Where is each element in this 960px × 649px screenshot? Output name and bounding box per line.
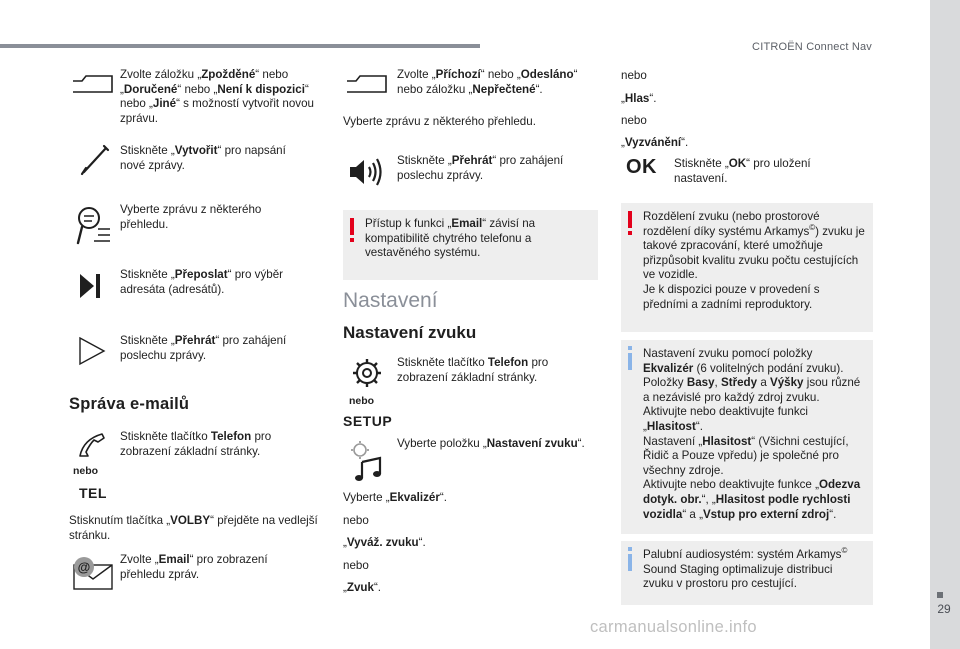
- phone-or-label: nebo: [73, 465, 99, 477]
- col2-para-select-message: Vyberte zprávu z některého přehledu.: [343, 115, 536, 128]
- forward-icon: [76, 270, 104, 302]
- info-note-text: Nastavení zvuku pomocí položky Ekvalizér (6 volitelných podání zvuku). Položky Basy, Středy a Výšky jsou různé a nezávislé pro každý zdroj zvuku. Aktivujte nebo deaktivujte funkci „Hlasitost“. Nastavení „Hlasitost“ (Všichni cestující, Řidič a Pouze vpředu) je společné pro všechny zdroje. Aktivujte nebo deaktivujte funkce „Odezva dotyk. obr.“, „Hlasitost podle rychlosti vozidla“ a „Vstup pro externí zdroj“.: [643, 347, 861, 521]
- col1-para-email: Zvolte „Email“ pro zobrazení přehledu zpráv.: [120, 553, 268, 581]
- setup-button-label: SETUP: [343, 413, 393, 429]
- search-list-icon: [76, 203, 112, 245]
- col1-para-play: Stiskněte „Přehrát“ pro zahájení poslechu zprávy.: [120, 334, 287, 362]
- col2-para-play: Stiskněte „Přehrát“ pro zahájení poslechu zprávy.: [397, 154, 564, 182]
- col2-para-equalizer: Vyberte „Ekvalizér“.: [343, 491, 447, 504]
- col2-para-sound: „Zvuk“.: [343, 581, 382, 594]
- col2-para-select-tab: Zvolte „Příchozí“ nebo „Odesláno“ nebo záložku „Nepřečtené“.: [397, 68, 578, 96]
- svg-text:@: @: [77, 559, 91, 575]
- subheading-sound-settings: Nastavení zvuku: [343, 323, 477, 342]
- ok-button-label: OK: [626, 156, 657, 178]
- col3-or-1: nebo: [621, 69, 647, 82]
- warning-note-text-2: Rozdělení zvuku (nebo prostorové rozdělení díky systému Arkamys©) zvuku je takové zpracování, které umožňuje přizpůsobit kvalitu zvuku počtu cestujících ve vozidle. Je k dispozici pouze v provedení s předními a zadními reproduktory.: [643, 210, 865, 311]
- pencil-icon: [80, 144, 110, 176]
- col2-para-balance: „Vyváž. zvuku“.: [343, 536, 426, 549]
- phone-icon: [78, 432, 106, 458]
- email-icon: [72, 555, 114, 591]
- page-marker: [937, 592, 943, 598]
- col1-para-select-message: Vyberte zprávu z některého přehledu.: [120, 203, 262, 231]
- col1-para-create: Stiskněte „Vytvořit“ pro napsání nové zprávy.: [120, 144, 286, 172]
- tel-button-label: TEL: [79, 485, 107, 501]
- col2-or-2: nebo: [343, 559, 369, 572]
- watermark: carmanualsonline.info: [590, 618, 757, 636]
- col1-para-phone: Stiskněte tlačítko Telefon pro zobrazení základní stránky.: [120, 430, 272, 458]
- col3-para-ringtone: „Vyzvánění“.: [621, 136, 689, 149]
- warning-icon: [350, 218, 354, 235]
- page-number: 29: [937, 602, 951, 616]
- info-icon: [628, 353, 632, 370]
- col3-para-ok: Stiskněte „OK“ pro uložení nastavení.: [674, 157, 811, 185]
- col2-para-phone: Stiskněte tlačítko Telefon pro zobrazení základní stránky.: [397, 356, 549, 384]
- col2-para-sound-settings: Vyberte položku „Nastavení zvuku“.: [397, 437, 585, 450]
- music-settings-icon: [348, 440, 384, 482]
- col1-para-forward: Stiskněte „Přeposlat“ pro výběr adresáta (adresátů).: [120, 268, 284, 296]
- tab-folder-icon: [72, 74, 114, 94]
- play-icon: [78, 336, 106, 366]
- info-note-text-2: Palubní audiosystém: systém Arkamys© Sound Staging optimalizuje distribuci zvuku v prostoru pro cestující.: [643, 546, 848, 591]
- tab-folder-icon-2: [346, 74, 388, 94]
- settings-or-label: nebo: [349, 395, 375, 407]
- speaker-icon: [348, 156, 384, 188]
- info-icon-2: [628, 554, 632, 571]
- warning-note-sound-distribution: [621, 203, 873, 332]
- col3-or-2: nebo: [621, 114, 647, 127]
- warning-icon-2: [628, 211, 632, 228]
- section-heading-email: Správa e-mailů: [69, 395, 190, 413]
- warning-note-email: [343, 210, 598, 280]
- col3-para-voice: „Hlas“.: [621, 92, 657, 105]
- col1-para-options: Stisknutím tlačítka „VOLBY“ přejděte na vedlejší stránku.: [69, 514, 318, 542]
- page-side-band: [930, 0, 960, 649]
- warning-note-text: Přístup k funkci „Email“ závisí na kompatibilitě chytrého telefonu a vestavěného systému.: [365, 217, 536, 260]
- gear-icon: [352, 358, 382, 388]
- section-heading-settings: Nastavení: [343, 289, 438, 312]
- col2-or-1: nebo: [343, 514, 369, 527]
- header-title: CITROËN Connect Nav: [752, 41, 872, 53]
- col1-para-select-tab: Zvolte záložku „Zpožděné“ nebo „Doručené“ nebo „Není k dispozici“ nebo „Jiné“ s možností vytvořit novou zprávu.: [120, 68, 314, 125]
- info-note-equalizer: [621, 340, 873, 534]
- info-note-arkamys: [621, 541, 873, 605]
- header-rule: [0, 44, 480, 48]
